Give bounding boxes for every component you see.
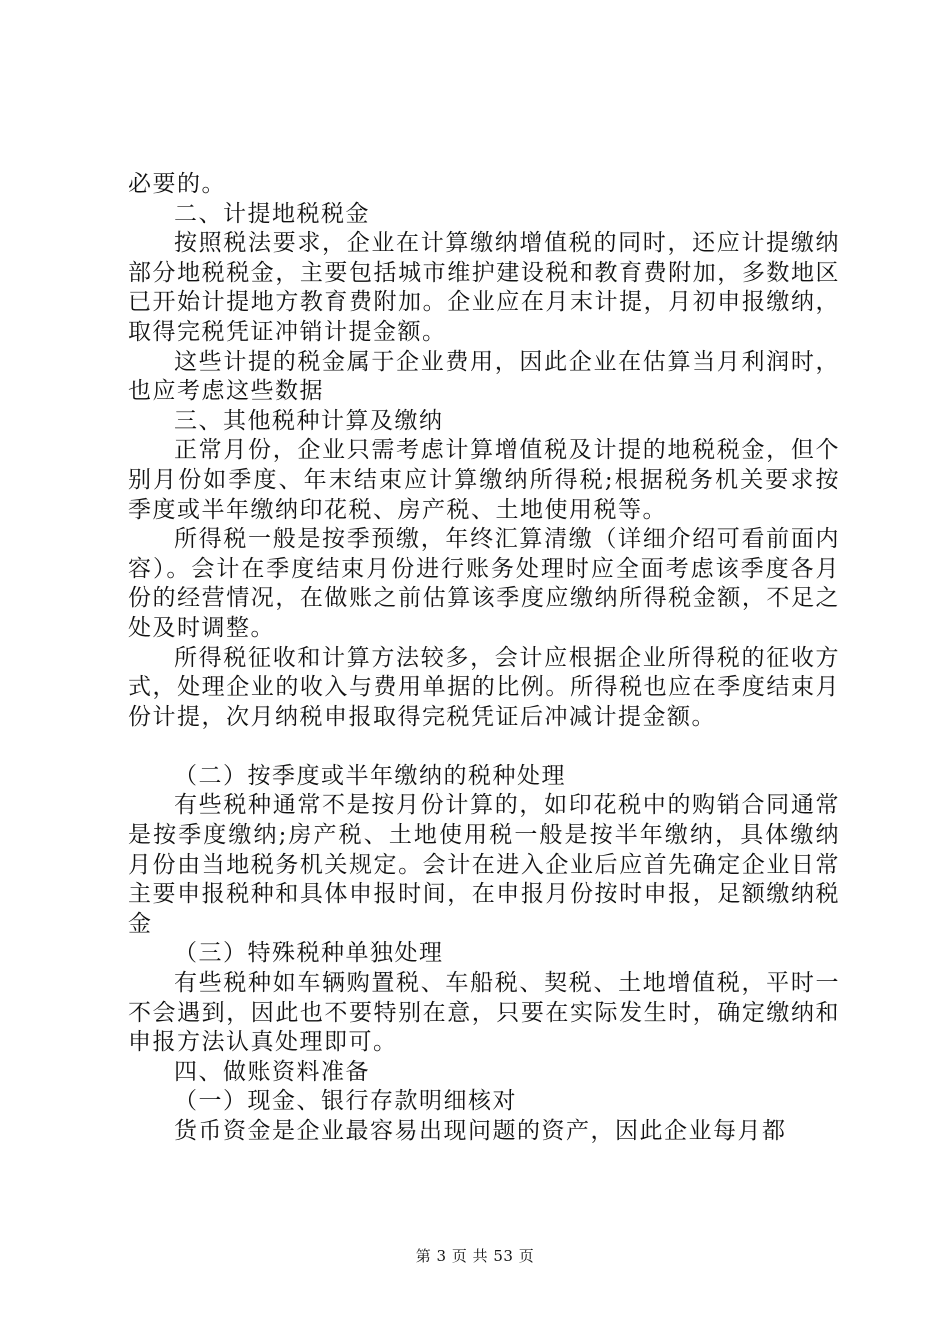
paragraph: 所得税征收和计算方法较多，会计应根据企业所得税的征收方式，处理企业的收入与费用单据的比例。所得税也应在季度结束月份计提，次月纳税申报取得完税凭证后冲减计提金额。: [128, 644, 840, 730]
section-heading-2: 二、计提地税税金: [174, 200, 370, 227]
paragraph: 有些税种通常不是按月份计算的，如印花税中的购销合同通常是按季度缴纳;房产税、土地使用税一般是按半年缴纳，具体缴纳月份由当地税务机关规定。会计在进入企业后应首先确定企业日常主要申报税种和具体申报时间，在申报月份按时申报，足额缴纳税金: [128, 792, 840, 937]
paragraph: 这些计提的税金属于企业费用，因此企业在估算当月利润时，也应考虑这些数据: [128, 348, 840, 405]
subsection-heading: （二）按季度或半年缴纳的税种处理: [174, 762, 566, 789]
page-number-footer: 第 3 页 共 53 页: [415, 1247, 535, 1265]
document-body: [128, 170, 840, 1147]
paragraph: 货币资金是企业最容易出现问题的资产，因此企业每月都: [174, 1118, 787, 1144]
paragraph: 所得税一般是按季预缴，年终汇算清缴（详细介绍可看前面内容）。会计在季度结束月份进行账务处理时应全面考虑该季度各月份的经营情况，在做账之前估算该季度应缴纳所得税金额，不足之处及时调整。: [128, 526, 840, 641]
section-heading-4: 四、做账资料准备: [174, 1058, 370, 1085]
subsection-heading: （一）现金、银行存款明细核对: [174, 1088, 517, 1115]
paragraph-fragment: 必要的。: [128, 171, 226, 197]
paragraph: 有些税种如车辆购置税、车船税、契税、土地增值税，平时一不会遇到，因此也不要特别在意，只要在实际发生时，确定缴纳和申报方法认真处理即可。: [128, 970, 840, 1056]
blank-line: [128, 732, 840, 762]
paragraph: 按照税法要求，企业在计算缴纳增值税的同时，还应计提缴纳部分地税税金，主要包括城市维护建设税和教育费附加，多数地区已开始计提地方教育费附加。企业应在月末计提，月初申报缴纳，取得完税凭证冲销计提金额。: [128, 230, 840, 345]
subsection-heading: （三）特殊税种单独处理: [174, 940, 444, 967]
section-heading-3: 三、其他税种计算及缴纳: [174, 407, 444, 434]
paragraph: 正常月份，企业只需考虑计算增值税及计提的地税税金，但个别月份如季度、年末结束应计算缴纳所得税;根据税务机关要求按季度或半年缴纳印花税、房产税、土地使用税等。: [128, 437, 840, 523]
